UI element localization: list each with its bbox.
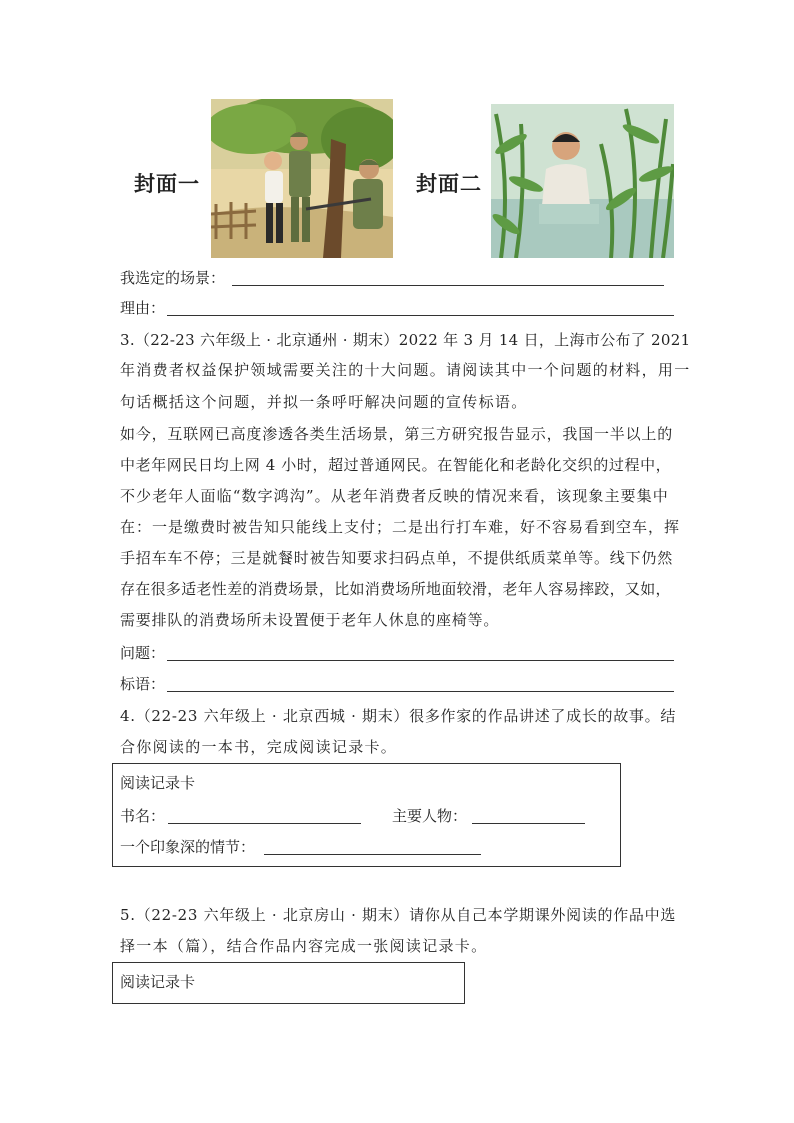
q3-material-3: 不少老年人面临“数字鸿沟”。从老年消费者反映的情况来看，该现象主要集中 <box>120 487 669 505</box>
character-answer-line[interactable] <box>472 823 585 824</box>
q3-material-4: 在：一是缴费时被告知只能线上支付；二是出行打车难，好不容易看到空车，挥 <box>120 518 681 536</box>
reason-label: 理由： <box>120 299 166 317</box>
cover1-label: 封面一 <box>134 172 200 196</box>
book-label: 书名： <box>120 807 166 825</box>
q5-reading-card <box>112 962 465 1004</box>
q4-card-title: 阅读记录卡 <box>120 774 196 792</box>
reason-answer-line[interactable] <box>167 315 674 316</box>
q4-reading-card <box>112 763 621 867</box>
q5-line-2: 择一本（篇），结合作品内容完成一张阅读记录卡。 <box>120 937 488 955</box>
plot-answer-line[interactable] <box>264 854 481 855</box>
scene-answer-line[interactable] <box>232 285 664 286</box>
q4-line-2: 合你阅读的一本书，完成阅读记录卡。 <box>120 738 398 756</box>
slogan-answer-line[interactable] <box>167 691 674 692</box>
plot-label: 一个印象深的情节： <box>120 838 256 856</box>
q3-material-5: 手招车车不停；三是就餐时被告知要求扫码点单，不提供纸质菜单等。线下仍然 <box>120 549 674 567</box>
q3-line-2: 年消费者权益保护领域需要关注的十大问题。请阅读其中一个问题的材料，用一 <box>120 361 691 379</box>
q5-card-title: 阅读记录卡 <box>120 973 196 991</box>
problem-label: 问题： <box>120 644 166 662</box>
q3-line-1: 3.（22-23 六年级上 · 北京通州 · 期末）2022 年 3 月 14 日，上海市公布了 2021 <box>120 331 691 349</box>
q3-material-1: 如今，互联网已高度渗透各类生活场景，第三方研究报告显示，我国一半以上的 <box>120 425 674 443</box>
cover2-illustration <box>491 104 674 258</box>
cover1-illustration <box>211 99 393 258</box>
book-answer-line[interactable] <box>168 823 361 824</box>
q3-material-7: 需要排队的消费场所未设置便于老年人休息的座椅等。 <box>120 611 500 629</box>
q3-material-2: 中老年网民日均上网 4 小时，超过普通网民。在智能化和老龄化交织的过程中， <box>120 456 672 474</box>
character-label: 主要人物： <box>392 807 468 825</box>
problem-answer-line[interactable] <box>167 660 674 661</box>
slogan-label: 标语： <box>120 675 166 693</box>
q3-material-6: 存在很多适老性差的消费场景，比如消费场所地面较滑，老年人容易摔跤，又如， <box>120 580 671 598</box>
q3-line-3: 句话概括这个问题，并拟一条呼吁解决问题的宣传标语。 <box>120 393 528 411</box>
q5-line-1: 5.（22-23 六年级上 · 北京房山 · 期末）请你从自己本学期课外阅读的作品中选 <box>120 906 677 924</box>
scene-label: 我选定的场景： <box>120 269 226 287</box>
q4-line-1: 4.（22-23 六年级上 · 北京西城 · 期末）很多作家的作品讲述了成长的故事。结 <box>120 707 677 725</box>
cover2-label: 封面二 <box>416 172 482 196</box>
